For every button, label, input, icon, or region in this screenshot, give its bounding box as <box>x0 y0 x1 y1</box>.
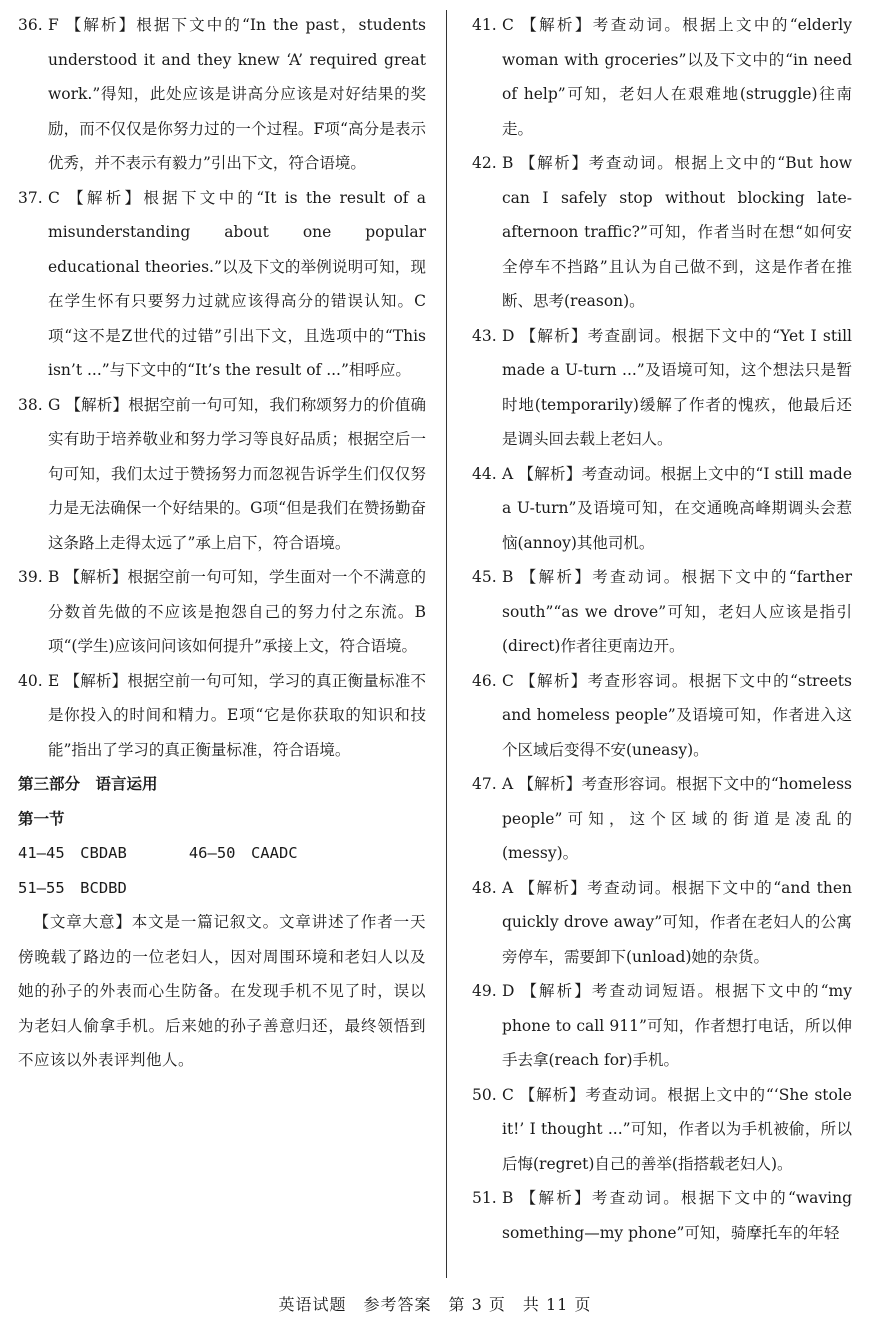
answer-item-38: 38. G 【解析】根据空前一句可知，我们称颂努力的价值确实有助于培养敬业和努力学习等良好品质；根据空后一句可知，我们太过于赞扬努力而忽视告诉学生们仅仅努力是无法确保一个好结果的。G项“但是我们在赞扬勤奋这条路上走得太远了”承上启下，符合语境。 <box>18 395 426 552</box>
answer-item-51: 51. B 【解析】考查动词。根据下文中的“waving something—my phone”可知，骑摩托车的年轻 <box>472 1189 852 1242</box>
right-column <box>472 8 852 1250</box>
answer-item-49: 49. D 【解析】考查动词短语。根据下文中的“my phone to call 911”可知，作者想打电话，所以伸手去拿(reach for)手机。 <box>472 982 852 1069</box>
section-title: 第三部分 语言运用 <box>18 774 158 793</box>
answer-item-39: 39. B 【解析】根据空前一句可知，学生面对一个不满意的分数首先做的不应该是抱怨自己的努力付之东流。B项“(学生)应该问问该如何提升”承接上文，符合语境。 <box>18 568 426 655</box>
answer-item-48: 48. A 【解析】考查动词。根据下文中的“and then quickly drove away”可知，作者在老妇人的公寓旁停车，需要卸下(unload)她的杂货。 <box>472 878 852 966</box>
answer-item-50: 50. C 【解析】考查动词。根据上文中的“‘She stole it!’ I thought ...”可知，作者以为手机被偷，所以后悔(regret)自己的善举(指搭载老妇人)。 <box>472 1085 852 1173</box>
answer-item-44: 44. A 【解析】考查动词。根据上文中的“I still made a U-turn”及语境可知，在交通晚高峰期调头会惹恼(annoy)其他司机。 <box>472 464 852 552</box>
left-column <box>18 8 426 1078</box>
answer-item-46: 46. C 【解析】考查形容词。根据下文中的“streets and homeless people”及语境可知，作者进入这个区域后变得不安(uneasy)。 <box>472 671 852 759</box>
subsection-title: 第一节 <box>18 808 65 828</box>
article-summary: 【文章大意】本文是一篇记叙文。文章讲述了作者一天傍晚载了路边的一位老妇人，因对周围环境和老妇人以及她的孙子的外表而心生防备。在发现手机不见了时，误以为老妇人偷拿手机。后来她的孙子善意归还，最终领悟到不应该以外表评判他人。 <box>18 913 426 1069</box>
answer-row-1: 41—45 CBDAB 46—50 CAADC <box>18 844 298 862</box>
answer-item-41: 41. C 【解析】考查动词。根据上文中的“elderly woman with groceries”以及下文中的“in need of help”可知，老妇人在艰难地(struggle)往南走。 <box>472 16 852 138</box>
column-divider <box>446 10 447 1278</box>
answer-item-43: 43. D 【解析】考查副词。根据下文中的“Yet I still made a U-turn ...”及语境可知，这个想法只是暂时地(temporarily)缓解了作者的愧疚，他最后还是调头回去载上老妇人。 <box>472 326 852 448</box>
answer-item-37: 37. C 【解析】根据下文中的“It is the result of a misunderstanding about one popular educational theories.”以及下文的举例说明可知，现在学生怀有只要努力过就应该得高分的错误认知。C项“这不是Z世代的过错”引出下文，且选项中的“This isn’t ...”与下文中的“It’s the result of ...”相呼应。 <box>18 188 426 379</box>
answer-item-47: 47. A 【解析】考查形容词。根据下文中的“homeless people”可知，这个区域的街道是凌乱的(messy)。 <box>472 775 852 862</box>
answer-row-2: 51—55 BCDBD <box>18 878 127 897</box>
answer-item-42: 42. B 【解析】考查动词。根据上文中的“But how can I safely stop without blocking late-afternoon traffic?”可知，作者当时在想“如何安全停车不挡路”且认为自己做不到，这是作者在推断、思考(reason)。 <box>472 154 852 310</box>
page-footer: 英语试题 参考答案 第 3 页 共 11 页 <box>278 1295 592 1314</box>
answer-item-40: 40. E 【解析】根据空前一句可知，学习的真正衡量标准不是你投入的时间和精力。E项“它是你获取的知识和技能”指出了学习的真正衡量标准，符合语境。 <box>18 671 426 759</box>
answer-item-36: 36. F 【解析】根据下文中的“In the past，students understood it and they knew ‘A’ required great work.”得知，此处应该是讲高分应该是对好结果的奖励，而不仅仅是你努力过的一个过程。F项“高分是表示优秀，并不表示有毅力”引出下文，符合语境。 <box>18 16 426 172</box>
answer-item-45: 45. B 【解析】考查动词。根据下文中的“farther south”“as we drove”可知，老妇人应该是指引(direct)作者往更南边开。 <box>472 568 852 655</box>
